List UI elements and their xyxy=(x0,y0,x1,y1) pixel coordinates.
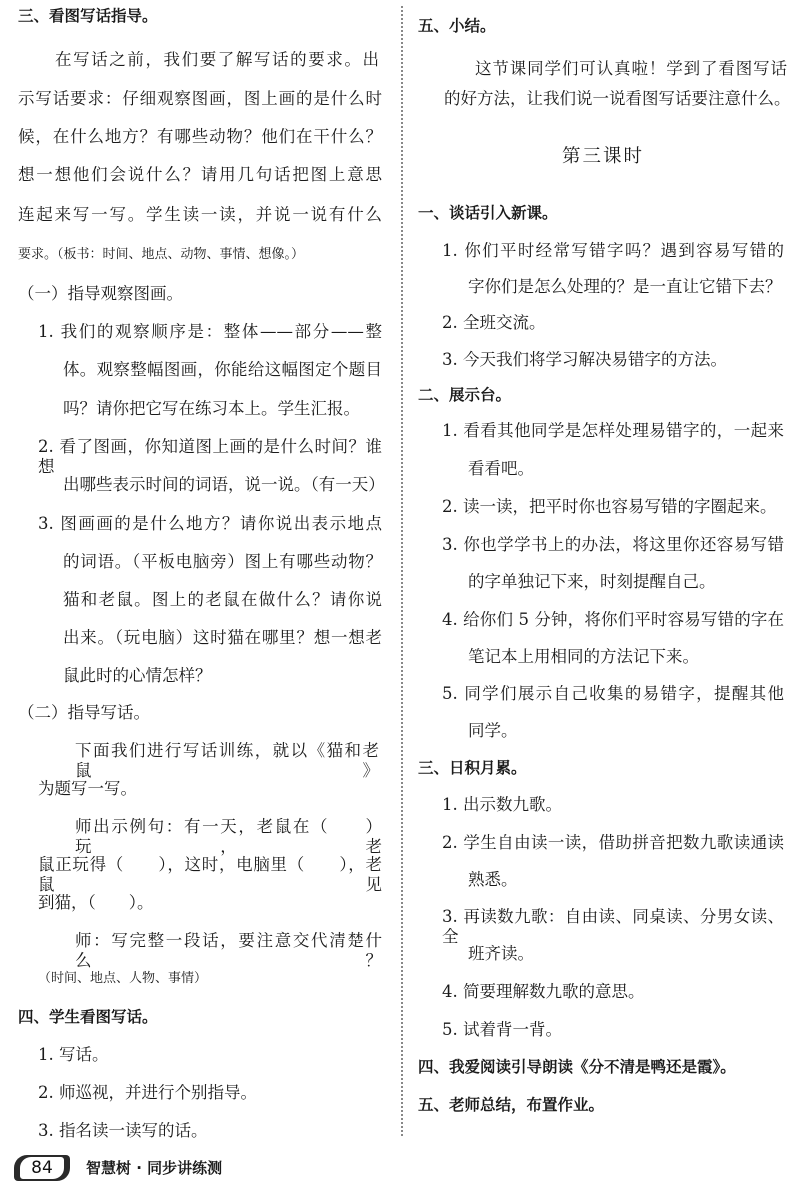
page-number-badge xyxy=(14,1155,70,1181)
section-heading: 五、小结。 xyxy=(418,17,496,35)
paragraph-line: 要求。（板书：时间、地点、动物、事情、想像。） xyxy=(18,247,305,262)
list-item: 1. 写话。 xyxy=(38,1045,109,1064)
list-item: 1. 出示数九歌。 xyxy=(442,795,562,814)
paragraph-line: 为题写一写。 xyxy=(38,779,137,798)
list-item: 3. 你也学学书上的办法，将这里你还容易写错 xyxy=(442,535,784,554)
paragraph-line: 连起来写一写。学生读一读，并说一说有什么 xyxy=(18,205,382,224)
lesson-title: 第三课时 xyxy=(561,146,644,167)
paragraph-line: 的好方法，让我们说一说看图写话要注意什么。 xyxy=(444,89,791,108)
list-item-cont: 熟悉。 xyxy=(468,870,518,889)
column-divider xyxy=(401,6,403,1136)
list-item-cont: 看看吧。 xyxy=(468,459,534,478)
paragraph-line: 想一想他们会说什么？请用几句话把图上意思 xyxy=(18,165,382,184)
list-item: 3. 指名读一读写的话。 xyxy=(38,1121,208,1140)
section-heading: 三、日积月累。 xyxy=(418,759,527,777)
subheading: （一）指导观察图画。 xyxy=(18,284,183,303)
list-item: 3. 再读数九歌：自由读、同桌读、分男女读、全 xyxy=(442,907,784,946)
paragraph-line: 到猫，（ ）。 xyxy=(38,893,154,912)
section-heading: 四、学生看图写话。 xyxy=(18,1008,158,1026)
list-item: 2. 学生自由读一读，借助拼音把数九歌读通读 xyxy=(442,833,784,852)
paragraph-line: 在写话之前，我们要了解写话的要求。出 xyxy=(55,50,379,69)
paragraph-line: 示写话要求：仔细观察图画，图上画的是什么时 xyxy=(18,89,382,108)
paragraph-line: 候，在什么地方？有哪些动物？他们在干什么？ xyxy=(18,127,382,146)
subheading: （二）指导写话。 xyxy=(18,703,150,722)
section-heading: 五、老师总结，布置作业。 xyxy=(418,1096,605,1114)
list-item: 2. 看了图画，你知道图上画的是什么时间？谁想 xyxy=(38,437,382,476)
list-item: 5. 试着背一背。 xyxy=(442,1020,562,1039)
list-item-cont: 鼠此时的心情怎样？ xyxy=(63,666,212,685)
paragraph-line: 下面我们进行写话训练，就以《猫和老鼠》 xyxy=(75,741,379,780)
paragraph-line: 鼠正玩得（ ），这时，电脑里（ ），老鼠见 xyxy=(38,855,382,894)
list-item-cont: 吗？请你把它写在练习本上。学生汇报。 xyxy=(63,399,360,418)
list-item-cont: 体。观察整幅图画，你能给这幅图定个题目 xyxy=(63,360,382,379)
list-item: 1. 我们的观察顺序是：整体——部分——整 xyxy=(38,322,382,341)
list-item-cont: 同学。 xyxy=(468,721,518,740)
list-item: 4. 简要理解数九歌的意思。 xyxy=(442,982,645,1001)
list-item-cont: 字你们是怎么处理的？是一直让它错下去？ xyxy=(468,277,782,296)
list-item: 2. 师巡视，并进行个别指导。 xyxy=(38,1083,257,1102)
paragraph-line: 师出示例句：有一天，老鼠在（ ）玩，老 xyxy=(75,817,382,856)
list-item-cont: 猫和老鼠。图上的老鼠在做什么？请你说 xyxy=(63,590,382,609)
list-item: 5. 同学们展示自己收集的易错字，提醒其他 xyxy=(442,684,784,703)
list-item-cont: 的词语。（平板电脑旁）图上有哪些动物？ xyxy=(63,552,382,571)
list-item-cont: 出哪些表示时间的词语，说一说。（有一天） xyxy=(63,475,385,494)
list-item: 4. 给你们 5 分钟，将你们平时容易写错的字在 xyxy=(442,610,784,629)
list-item-cont: 出来。（玩电脑）这时猫在哪里？想一想老 xyxy=(63,628,382,647)
list-item: 2. 全班交流。 xyxy=(442,313,546,332)
section-heading: 二、展示台。 xyxy=(418,386,512,404)
paragraph-line: （时间、地点、人物、事情） xyxy=(38,971,208,986)
list-item: 1. 你们平时经常写错字吗？遇到容易写错的 xyxy=(442,241,784,260)
list-item: 2. 读一读，把平时你也容易写错的字圈起来。 xyxy=(442,497,777,516)
list-item-cont: 的字单独记下来，时刻提醒自己。 xyxy=(468,572,716,591)
list-item: 3. 今天我们将学习解决易错字的方法。 xyxy=(442,350,727,369)
list-item: 3. 图画画的是什么地方？请你说出表示地点 xyxy=(38,514,382,533)
page-footer xyxy=(14,1153,314,1187)
list-item-cont: 班齐读。 xyxy=(468,944,534,963)
list-item-cont: 笔记本上用相同的方法记下来。 xyxy=(468,647,699,666)
section-heading: 三、看图写话指导。 xyxy=(18,7,158,25)
list-item: 1. 看看其他同学是怎样处理易错字的，一起来 xyxy=(442,421,784,440)
book-brand: 智慧树 · 同步讲练测 xyxy=(86,1159,223,1177)
section-heading: 一、谈话引入新课。 xyxy=(418,204,558,222)
section-heading: 四、我爱阅读引导朗读《分不清是鸭还是霞》。 xyxy=(418,1058,736,1076)
paragraph-line: 师：写完整一段话，要注意交代清楚什么？ xyxy=(75,931,382,970)
page-number: 84 xyxy=(20,1157,64,1179)
paragraph-line: 这节课同学们可认真啦！学到了看图写话 xyxy=(475,59,787,78)
